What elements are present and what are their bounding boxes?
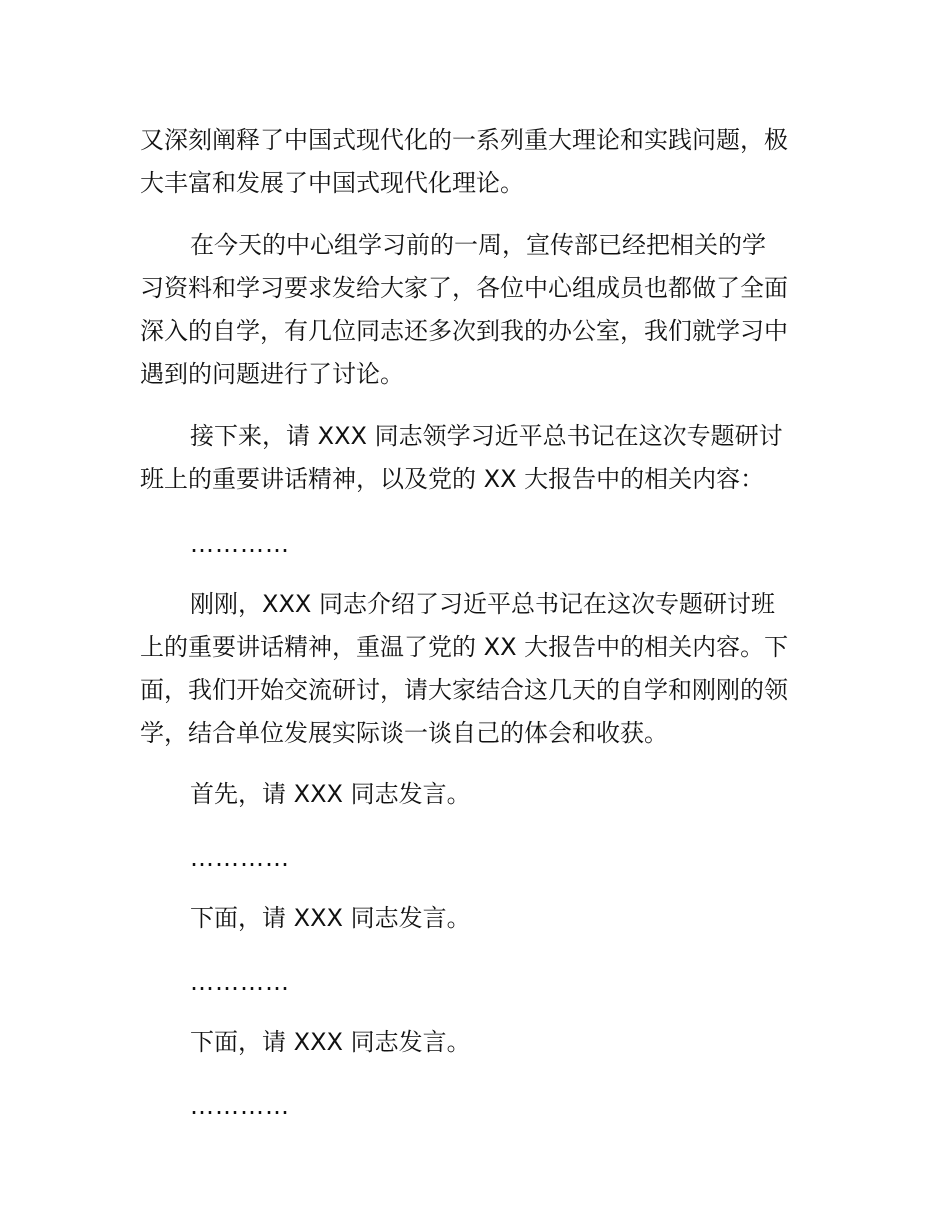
- paragraph-first-line: 接下来，请 XXX 同志领学习近平总书记在这次专题研讨: [190, 422, 783, 450]
- text-line: 班上的重要讲话精神，以及党的 XX 大报告中的相关内容：: [140, 465, 765, 493]
- text-line: 面，我们开始交流研讨，请大家结合这几天的自学和刚刚的领: [140, 676, 788, 704]
- paragraph-first-line: 在今天的中心组学习前的一周，宣传部已经把相关的学: [190, 231, 766, 259]
- text-line: 大丰富和发展了中国式现代化理论。: [140, 169, 524, 197]
- text-line: 深入的自学，有几位同志还多次到我的办公室，我们就学习中: [140, 317, 788, 345]
- text-line: 遇到的问题进行了讨论。: [140, 360, 404, 388]
- text-line: 习资料和学习要求发给大家了，各位中心组成员也都做了全面: [140, 274, 788, 302]
- text-line: 学，结合单位发展实际谈一谈自己的体会和收获。: [140, 719, 668, 747]
- ellipsis-line: …………: [190, 968, 290, 996]
- text-line: 又深刻阐释了中国式现代化的一系列重大理论和实践问题，极: [140, 126, 788, 154]
- paragraph-first-line: 首先，请 XXX 同志发言。: [190, 780, 471, 808]
- paragraph-first-line: 刚刚，XXX 同志介绍了习近平总书记在这次专题研讨班: [190, 590, 775, 618]
- paragraph-first-line: 下面，请 XXX 同志发言。: [190, 1028, 471, 1056]
- ellipsis-line: …………: [190, 530, 290, 558]
- ellipsis-line: …………: [190, 1092, 290, 1120]
- paragraph-first-line: 下面，请 XXX 同志发言。: [190, 904, 471, 932]
- text-line: 上的重要讲话精神，重温了党的 XX 大报告中的相关内容。下: [140, 633, 789, 661]
- ellipsis-line: …………: [190, 844, 290, 872]
